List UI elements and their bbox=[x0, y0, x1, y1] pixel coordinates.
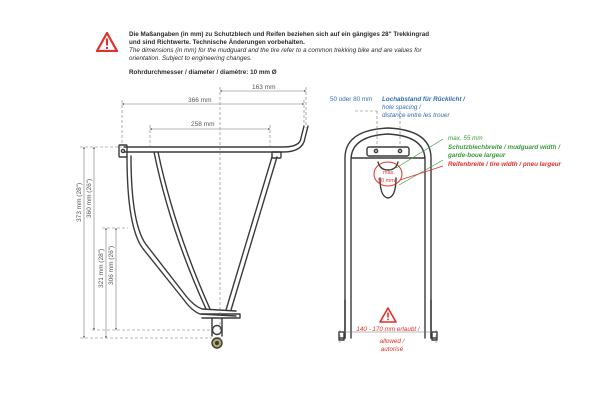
dim-373: 373 mm (28") bbox=[76, 182, 83, 222]
mudguard-label-1: Schutzblechbreite / mudguard width / bbox=[448, 144, 560, 151]
dim-366: 366 mm bbox=[188, 97, 212, 104]
allowed-3: autorisé bbox=[380, 346, 404, 353]
tire-max-2: 50 mm bbox=[378, 178, 395, 184]
dim-360: 360 mm (26") bbox=[86, 178, 93, 218]
notice-line-1: Die Maßangaben (in mm) zu Schutzblech und Reifen beziehen sich auf ein gängiges 28" Trekkingrad bbox=[129, 31, 430, 38]
tire-label: Reifenbreite / tire width / pneu largeur bbox=[448, 161, 562, 168]
hole-label-1: Lochabstand für Rücklicht / bbox=[382, 96, 465, 103]
hole-spacing-dim: 50 oder 80 mm bbox=[330, 96, 373, 103]
mudguard-max: max. 55 mm bbox=[448, 135, 483, 142]
allowed-2: allowed / bbox=[379, 338, 405, 345]
allowed-1: 140 - 170 mm erlaubt / bbox=[356, 326, 420, 333]
notice-line-4: orientation. Subject to engineering changes. bbox=[129, 55, 252, 62]
warning-icon-bottom bbox=[380, 308, 396, 322]
tire-max-1: max. bbox=[383, 170, 395, 176]
dim-163: 163 mm bbox=[252, 84, 276, 91]
tube-diameter: Rohrdurchmesser / diameter / diamètre: 10 mm Ø bbox=[129, 69, 277, 76]
hole-label-2: hole spacing / bbox=[382, 104, 421, 111]
rear-arch bbox=[345, 128, 431, 338]
hole-label-3: distance entre les trouer bbox=[382, 112, 450, 119]
dim-306: 306 mm (26") bbox=[108, 245, 115, 285]
dim-321: 321 mm (28") bbox=[98, 248, 105, 288]
side-view bbox=[119, 126, 308, 348]
mudguard-label-2: garde-boue largeur bbox=[448, 152, 506, 159]
notice-line-2: und sind Richtwerte. Technische Änderungen vorbehalten. bbox=[129, 39, 305, 46]
notice-line-3: The dimensions (in mm) for the mudguard and the tire refer to a common trekking bike and are values for bbox=[129, 47, 422, 54]
dim-258: 258 mm bbox=[191, 121, 215, 128]
